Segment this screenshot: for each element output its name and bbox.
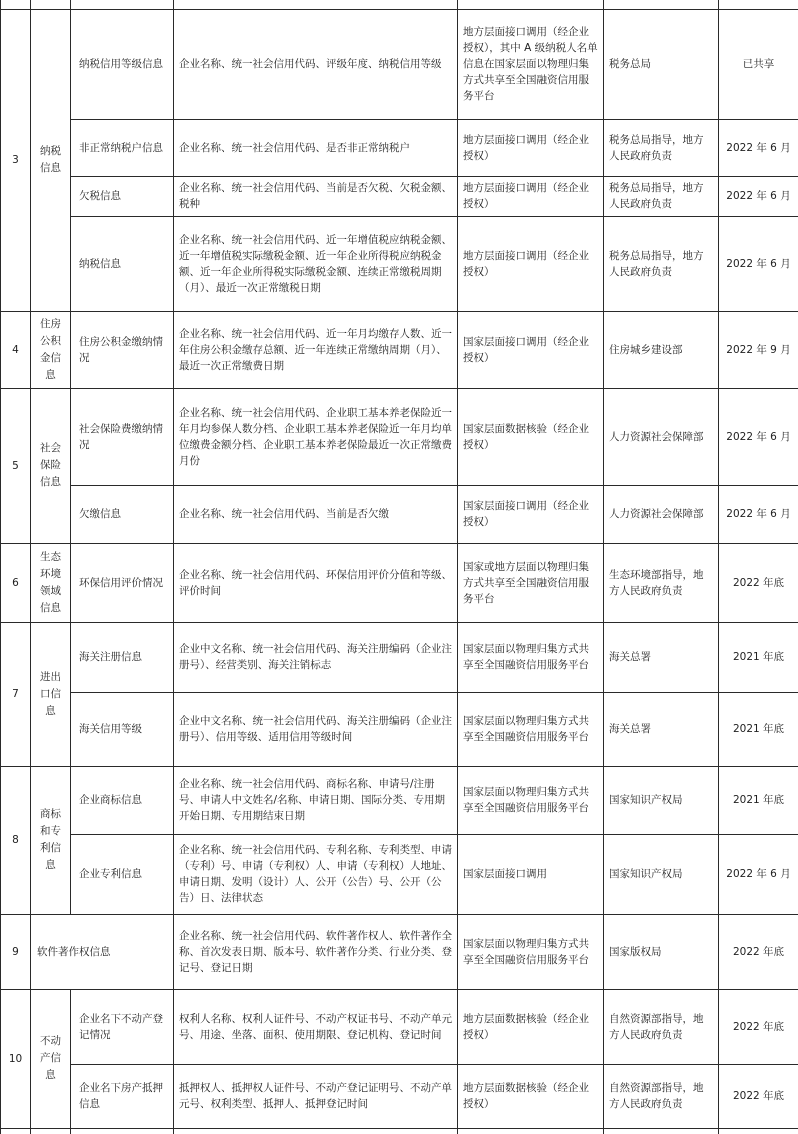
cell-department: 自然资源部指导，地方人民政府负责 — [604, 989, 719, 1064]
table-row — [1, 119, 798, 176]
cell-number — [1, 0, 31, 9]
cell-category — [31, 0, 71, 9]
cell-method: 国家层面以物理归集方式共享至全国融资信用服务平台 — [458, 914, 604, 989]
table-row — [1, 9, 798, 119]
cell-category — [31, 9, 71, 311]
cell-content: 企业中文名称、统一社会信用代码、海关注册编码（企业注册号）、经营类别、海关注销标志 — [174, 622, 458, 692]
cell-number: 9 — [1, 914, 31, 989]
table-row — [1, 311, 798, 388]
cell-department: 人力资源社会保障部 — [604, 485, 719, 543]
cell-date: 2021 年底 — [719, 622, 798, 692]
cell-department: 国家版权局 — [604, 914, 719, 989]
cell-date: 2022 年底 — [719, 914, 798, 989]
cell-number: 5 — [1, 388, 31, 543]
cell-department: 自然资源部指导，地方人民政府负责 — [604, 1064, 719, 1128]
cell-date: 2022 年底 — [719, 1064, 798, 1128]
cell-date: 2022 年底 — [719, 543, 798, 622]
cell-category — [31, 989, 71, 1128]
cell-item: 企业名下不动产登记情况 — [71, 989, 174, 1064]
table-row — [1, 914, 798, 989]
table-row — [1, 543, 798, 622]
cell-item: 环保信用评价情况 — [71, 543, 174, 622]
cell-item: 企业专利信息 — [71, 834, 174, 914]
table-row — [1, 485, 798, 543]
cell-item: 社会保险费缴纳情况 — [71, 388, 174, 485]
category-label: 纳税 信息 — [40, 145, 61, 174]
cell-item: 企业名下房产抵押信息 — [71, 1064, 174, 1128]
cell-department: 国家知识产权局 — [604, 834, 719, 914]
cell-department: 住房城乡建设部 — [604, 311, 719, 388]
cell-content: 企业名称、统一社会信用代码、当前是否欠税、欠税金额、税种 — [174, 176, 458, 216]
cell-content: 企业中文名称、统一社会信用代码、海关注册编码（企业注册号）、信用等级、适用信用等级时间 — [174, 692, 458, 766]
cell-number: 10 — [1, 989, 31, 1128]
cell-date: 2021 年底 — [719, 692, 798, 766]
category-label: 生态 环境 领域 信息 — [40, 550, 61, 614]
cell-item: 企业商标信息 — [71, 766, 174, 834]
cell-content: 企业名称、统一社会信用代码、是否非正常纳税户 — [174, 119, 458, 176]
cell-category — [31, 543, 71, 622]
table-row — [1, 216, 798, 311]
table-row — [1, 1064, 798, 1128]
category-label: 不动 产信 息 — [40, 1035, 61, 1081]
cell-number: 4 — [1, 311, 31, 388]
cell-content — [174, 1128, 458, 1134]
cell-method: 地方层面接口调用（经企业授权） — [458, 176, 604, 216]
cell-department: 税务总局 — [604, 9, 719, 119]
cell-category — [31, 622, 71, 766]
cell-content: 企业名称、统一社会信用代码、软件著作权人、软件著作全称、首次发表日期、版本号、软件著作分类、行业分类、登记号、登记日期 — [174, 914, 458, 989]
cell-date — [719, 0, 798, 9]
cell-department — [604, 1128, 719, 1134]
cell-department: 税务总局指导，地方人民政府负责 — [604, 216, 719, 311]
cell-department: 海关总署 — [604, 622, 719, 692]
cell-content: 企业名称、统一社会信用代码、近一年月均缴存人数、近一年住房公积金缴存总额、近一年连续正常缴纳周期（月）、最近一次正常缴费日期 — [174, 311, 458, 388]
category-label: 进出 口信 息 — [40, 670, 61, 717]
cell-content — [174, 0, 458, 9]
cell-content: 企业名称、统一社会信用代码、环保信用评价分值和等级、评价时间 — [174, 543, 458, 622]
cell-content: 企业名称、统一社会信用代码、企业职工基本养老保险近一年月均参保人数分档、企业职工基本养老保险近一年月均单位缴费金额分档、企业职工基本养老保险最近一次正常缴费月份 — [174, 388, 458, 485]
table-row — [1, 0, 798, 9]
cell-item: 海关注册信息 — [71, 622, 174, 692]
cell-item — [71, 1128, 174, 1134]
cell-content: 权利人名称、权利人证件号、不动产权证书号、不动产单元号、用途、坐落、面积、使用期限、登记机构、登记时间 — [174, 989, 458, 1064]
table-row — [1, 388, 798, 485]
cell-date — [719, 1128, 798, 1134]
cell-department: 海关总署 — [604, 692, 719, 766]
cell-category — [31, 311, 71, 388]
cell-method: 地方层面接口调用（经企业授权） — [458, 216, 604, 311]
cell-date: 2022 年 6 月 — [719, 485, 798, 543]
cell-content: 企业名称、统一社会信用代码、专利名称、专利类型、申请（专利）号、申请（专利权）人、申请（专利权）人地址、申请日期、发明（设计）人、公开（公告）号、公开（公告）日、法律状态 — [174, 834, 458, 914]
cell-content: 抵押权人、抵押权人证件号、不动产登记证明号、不动产单元号、权利类型、抵押人、抵押登记时间 — [174, 1064, 458, 1128]
table-row — [1, 834, 798, 914]
cell-date: 2022 年 6 月 — [719, 216, 798, 311]
cell-method: 国家层面接口调用 — [458, 834, 604, 914]
category-label: 商标 和专 利信 息 — [40, 808, 61, 871]
cell-number: 3 — [1, 9, 31, 311]
cell-method: 国家层面数据核验（经企业授权） — [458, 388, 604, 485]
cell-method: 国家层面接口调用（经企业授权） — [458, 311, 604, 388]
cell-method — [458, 0, 604, 9]
cell-content: 企业名称、统一社会信用代码、商标名称、申请号/注册号、申请人中文姓名/名称、申请日期、国际分类、专用期开始日期、专用期结束日期 — [174, 766, 458, 834]
cell-department: 生态环境部指导，地方人民政府负责 — [604, 543, 719, 622]
cell-department: 人力资源社会保障部 — [604, 388, 719, 485]
cell-date: 已共享 — [719, 9, 798, 119]
cell-method: 地方层面接口调用（经企业授权） — [458, 119, 604, 176]
cell-method: 地方层面数据核验（经企业授权） — [458, 989, 604, 1064]
cell-method — [458, 1128, 604, 1134]
cell-date: 2022 年 9 月 — [719, 311, 798, 388]
cell-department: 国家知识产权局 — [604, 766, 719, 834]
cell-department: 税务总局指导，地方人民政府负责 — [604, 119, 719, 176]
table-row — [1, 622, 798, 692]
cell-item — [71, 0, 174, 9]
cell-number: 6 — [1, 543, 31, 622]
cell-date: 2022 年 6 月 — [719, 119, 798, 176]
cell-method: 国家层面以物理归集方式共享至全国融资信用服务平台 — [458, 622, 604, 692]
cell-category — [31, 388, 71, 543]
cell-category: 软件著作权信息 — [31, 914, 174, 989]
cell-method: 国家层面接口调用（经企业授权） — [458, 485, 604, 543]
cell-category — [31, 1128, 71, 1134]
cell-item: 欠缴信息 — [71, 485, 174, 543]
cell-number — [1, 1128, 31, 1134]
category-label: 社会 保险 信息 — [40, 442, 61, 488]
cell-item: 欠税信息 — [71, 176, 174, 216]
cell-item: 海关信用等级 — [71, 692, 174, 766]
category-label: 住房 公积 金信 息 — [40, 317, 61, 381]
cell-date: 2022 年底 — [719, 989, 798, 1064]
cell-content: 企业名称、统一社会信用代码、近一年增值税应纳税金额、近一年增值税实际缴税金额、近一年企业所得税应纳税金额、近一年企业所得税实际缴税金额、连续正常缴税周期（月）、最近一次正常缴税日期 — [174, 216, 458, 311]
cell-number: 8 — [1, 766, 31, 914]
cell-content: 企业名称、统一社会信用代码、评级年度、纳税信用等级 — [174, 9, 458, 119]
cell-content: 企业名称、统一社会信用代码、当前是否欠缴 — [174, 485, 458, 543]
cell-method: 地方层面数据核验（经企业授权） — [458, 1064, 604, 1128]
cell-date: 2022 年 6 月 — [719, 388, 798, 485]
cell-department — [604, 0, 719, 9]
cell-date: 2022 年 6 月 — [719, 834, 798, 914]
cell-date: 2021 年底 — [719, 766, 798, 834]
cell-item: 纳税信用等级信息 — [71, 9, 174, 119]
table-row — [1, 1128, 798, 1134]
cell-method: 地方层面接口调用（经企业授权），其中 A 级纳税人名单信息在国家层面以物理归集方式共享至全国融资信用服务平台 — [458, 9, 604, 119]
table-row — [1, 176, 798, 216]
table-row — [1, 989, 798, 1064]
cell-method: 国家或地方层面以物理归集方式共享至全国融资信用服务平台 — [458, 543, 604, 622]
cell-category — [31, 766, 71, 914]
cell-method: 国家层面以物理归集方式共享至全国融资信用服务平台 — [458, 692, 604, 766]
cell-date: 2022 年 6 月 — [719, 176, 798, 216]
table-row — [1, 692, 798, 766]
cell-item: 纳税信息 — [71, 216, 174, 311]
table-row — [1, 766, 798, 834]
cell-method: 国家层面以物理归集方式共享至全国融资信用服务平台 — [458, 766, 604, 834]
cell-item: 住房公积金缴纳情况 — [71, 311, 174, 388]
cell-department: 税务总局指导，地方人民政府负责 — [604, 176, 719, 216]
cell-number: 7 — [1, 622, 31, 766]
cell-item: 非正常纳税户信息 — [71, 119, 174, 176]
